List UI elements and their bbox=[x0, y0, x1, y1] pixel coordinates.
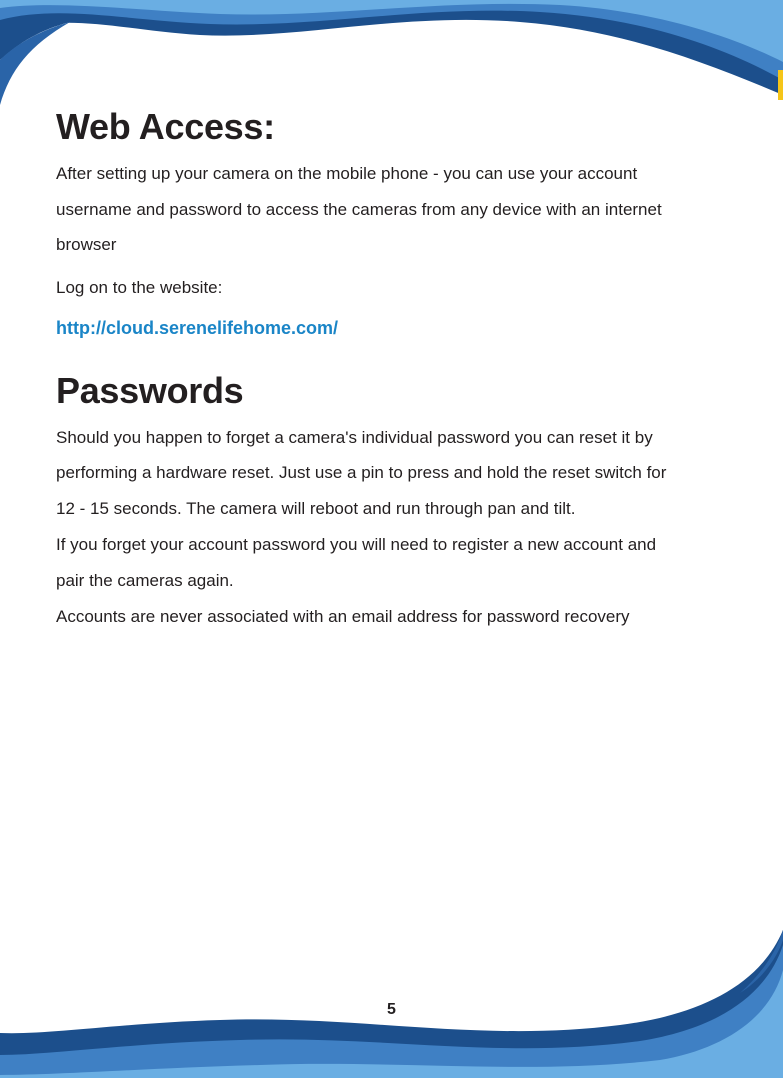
bottom-wave-decoration bbox=[0, 915, 783, 1078]
web-access-line-1: After setting up your camera on the mobile phone - you can use your account bbox=[56, 164, 638, 183]
passwords-heading: Passwords bbox=[56, 370, 244, 411]
passwords-line-6: Accounts are never associated with an email address for password recovery bbox=[56, 607, 630, 626]
top-wave-decoration bbox=[0, 0, 783, 110]
passwords-line-1: Should you happen to forget a camera's individual password you can reset it by bbox=[56, 428, 653, 447]
website-link[interactable]: http://cloud.serenelifehome.com/ bbox=[56, 318, 339, 338]
passwords-line-3: 12 - 15 seconds. The camera will reboot and run through pan and tilt. bbox=[56, 499, 576, 518]
web-access-heading: Web Access: bbox=[56, 106, 275, 147]
web-access-line-2: username and password to access the cameras from any device with an internet bbox=[56, 200, 662, 219]
page-number: 5 bbox=[387, 1001, 396, 1018]
passwords-line-4: If you forget your account password you will need to register a new account and bbox=[56, 535, 657, 554]
passwords-line-2: performing a hardware reset. Just use a pin to press and hold the reset switch for bbox=[56, 463, 667, 482]
web-access-line-3: browser bbox=[56, 235, 117, 254]
logon-text: Log on to the website: bbox=[56, 278, 223, 297]
passwords-line-5: pair the cameras again. bbox=[56, 571, 234, 590]
